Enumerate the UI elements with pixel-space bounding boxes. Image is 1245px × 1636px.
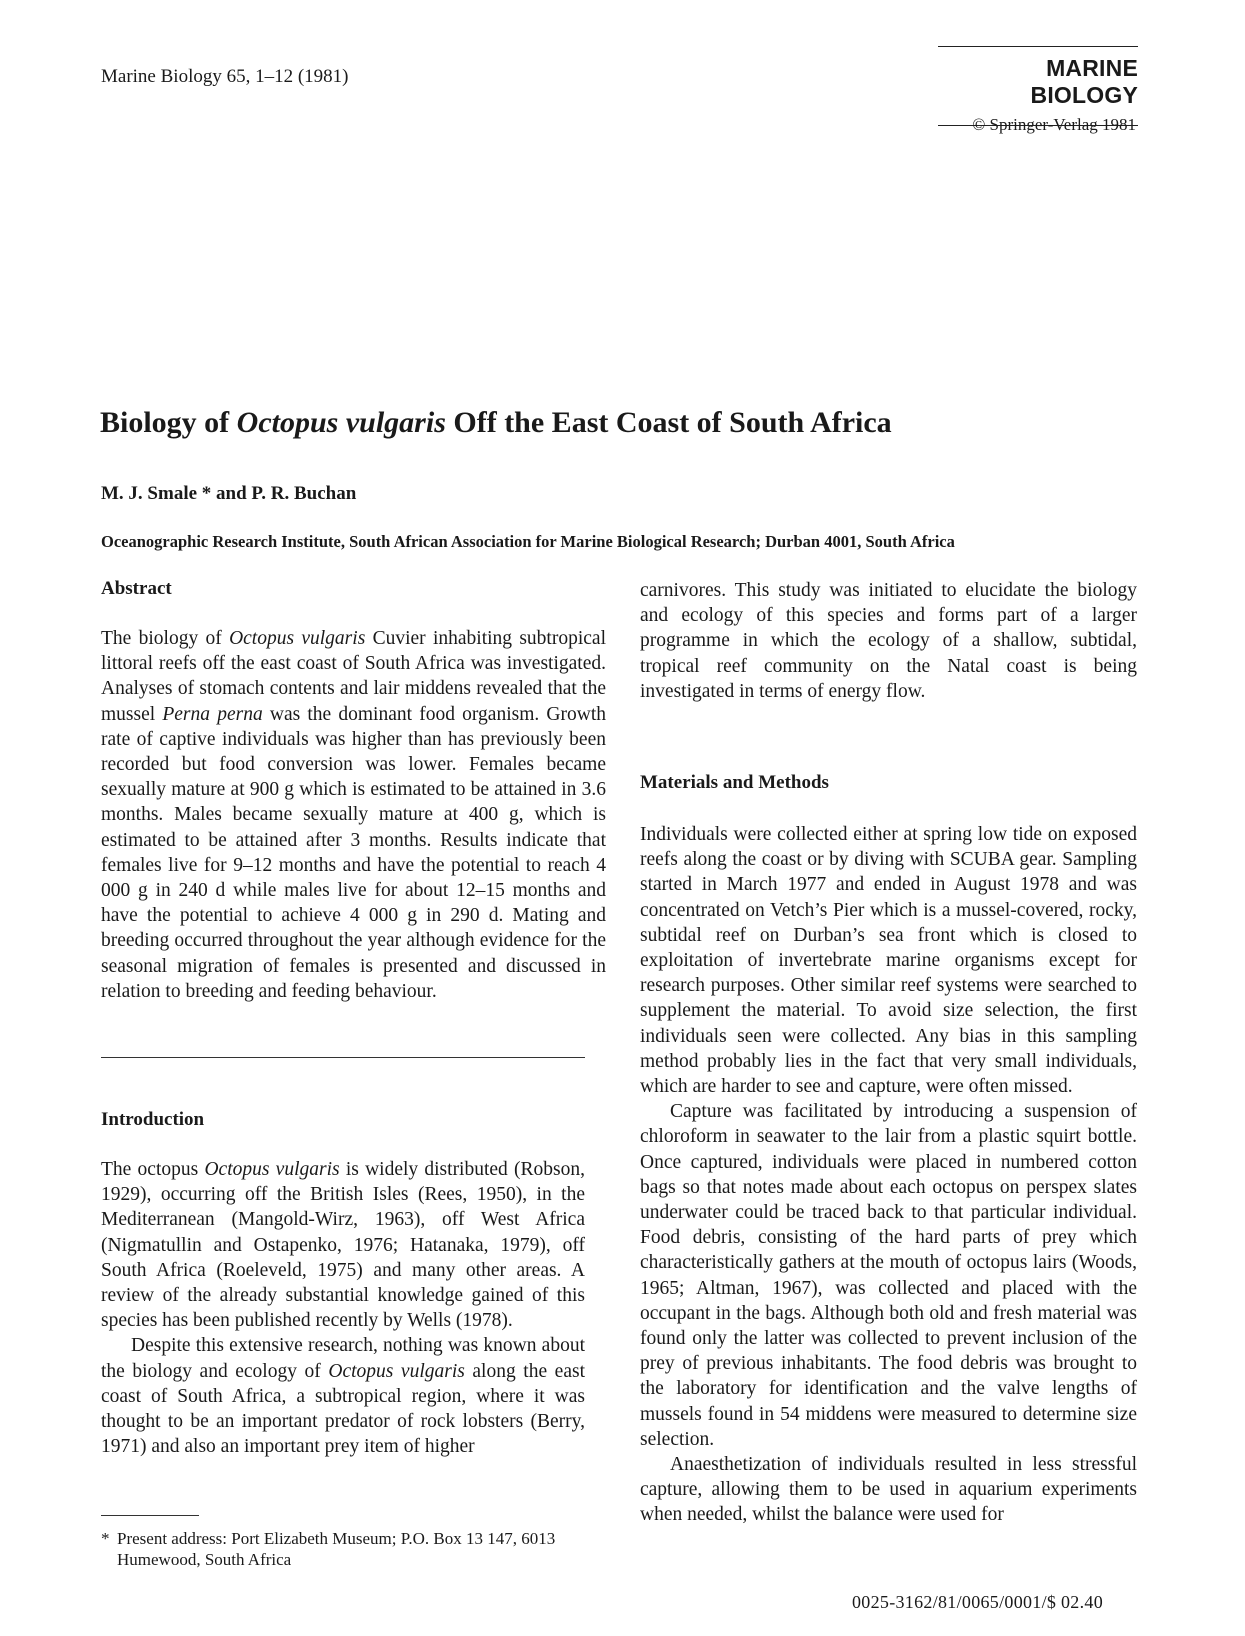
introduction-heading: Introduction [101, 1109, 205, 1130]
affiliation: Oceanographic Research Institute, South African Association for Marine Biological Research; Durban 4001, South Africa [101, 532, 955, 551]
intro-p1-text-2: is widely distributed (Robson, 1929), occurring off the British Isles (Rees, 1950), in the Mediterranean (Mangold-Wirz, 1963), off West Africa (Nigmatullin and Ostapenko, 1976; Hatanaka, 1979), off South Africa (Roeleveld, 1975) and many other areas. A review of the already substantial knowledge gained of this species has been published recently by Wells (1978). [101, 1159, 585, 1332]
methods-paragraph-1: Individuals were collected either at spring low tide on exposed reefs along the coast or by diving with SCUBA gear. Sampling started in March 1977 and ended in August 1978 and was concentrated on Vetch’s Pier which is a mussel-covered, rocky, subtidal reef on Durban’s sea front which is closed to exploitation of invertebrate marine organisms except for research purposes. Other similar reef systems were searched to supplement the material. To avoid size selection, the first individuals seen were collected. Any bias in this sampling method probably lies in the fact that very small individuals, which are harder to see and capture, were often missed. [640, 824, 1137, 1098]
intro-p1-text-1: The octopus [101, 1159, 205, 1180]
title-part1: Biology of [100, 406, 237, 439]
abstract-paragraph [101, 626, 606, 1004]
journal-name: MARINE BIOLOGY [1030, 55, 1138, 108]
intro-p2-text-1: Despite this extensive research, nothing was known about the biology and ecology of [101, 1335, 585, 1382]
title-species: Octopus vulgaris [236, 406, 446, 439]
abstract-text [101, 626, 606, 1004]
intro-paragraph-2 [101, 1333, 585, 1459]
methods-text [640, 822, 1137, 1528]
intro-paragraph-1 [101, 1157, 585, 1333]
authors: M. J. Smale * and P. R. Buchan [101, 483, 357, 504]
footnote-divider [101, 1515, 199, 1516]
abstract-text-1: The biology of [101, 628, 230, 649]
introduction-text [101, 1157, 585, 1459]
journal-masthead [938, 46, 1138, 134]
journal-reference: Marine Biology 65, 1–12 (1981) [101, 66, 349, 87]
intro-p2-text-2: along the east coast of South Africa, a subtropical region, where it was thought to be an important predator of rock lobsters (Berry, 1971) and also an important prey item of higher [101, 1360, 585, 1458]
footnote [101, 1528, 606, 1570]
title-part2: Off the East Coast of South Africa [445, 406, 892, 439]
abstract-prey-species: Perna perna [162, 703, 263, 725]
methods-paragraph-2: Capture was facilitated by introducing a suspension of chloroform in seawater to the lair from a plastic squirt bottle. Once captured, individuals were placed in numbered cotton bags so that notes made about each octopus on perspex slates underwater could be traced back to that particular individual. Food debris, consisting of the hard parts of prey which characteristically gathers at the mouth of octopus lairs (Woods, 1965; Altman, 1967), was collected and placed with the occupant in the bags. Although both old and fresh material was found only the latter was collected to prevent inclusion of the prey of previous inhabitants. The food debris was brought to the laboratory for identification and the valve lengths of mussels found in 54 middens were measured to determine size selection. [640, 1101, 1137, 1450]
abstract-heading: Abstract [101, 578, 172, 599]
abstract-species: Octopus vulgaris [229, 628, 366, 649]
introduction-continued [640, 578, 1137, 704]
abstract-divider [101, 1057, 585, 1058]
copyright-notice: © Springer-Verlag 1981 [972, 115, 1136, 134]
intro-p2-species: Octopus vulgaris [328, 1360, 465, 1382]
footnote-marker: * [101, 1529, 110, 1548]
abstract-text-2: Cuvier inhabiting subtropical littoral reefs off the east coast of South Africa was investigated. Analyses of stomach contents and lair middens revealed that the mussel [101, 628, 606, 725]
methods-paragraph-3: Anaesthetization of individuals resulted in less stressful capture, allowing them to be used in aquarium experiments when needed, whilst the balance were used for [640, 1454, 1137, 1526]
intro-continued-paragraph: carnivores. This study was initiated to elucidate the biology and ecology of this species and forms part of a larger programme in which the ecology of a shallow, subtidal, tropical reef community on the Natal coast is being investigated in terms of energy flow. [640, 580, 1137, 702]
methods-heading: Materials and Methods [640, 772, 829, 793]
intro-p1-species: Octopus vulgaris [204, 1159, 340, 1180]
price-code: 0025-3162/81/0065/0001/$ 02.40 [852, 1592, 1103, 1612]
footnote-text: Present address: Port Elizabeth Museum; P.O. Box 13 147, 6013 Humewood, South Africa [117, 1529, 556, 1569]
paper-title [100, 406, 892, 440]
abstract-text-3: was the dominant food organism. Growth rate of captive individuals was higher than has previously been recorded but food conversion was lower. Females became sexually mature at 900 g which is estimated to be attained in 3.6 months. Males became sexually mature at 400 g, which is estimated to be attained after 3 months. Results indicate that females live for 9–12 months and have the potential to reach 4 000 g in 240 d while males live for about 12–15 months and have the potential to achieve 4 000 g in 290 d. Mating and breeding occurred throughout the year although evidence for the seasonal migration of females is presented and discussed in relation to breeding and feeding behaviour. [101, 703, 607, 1002]
